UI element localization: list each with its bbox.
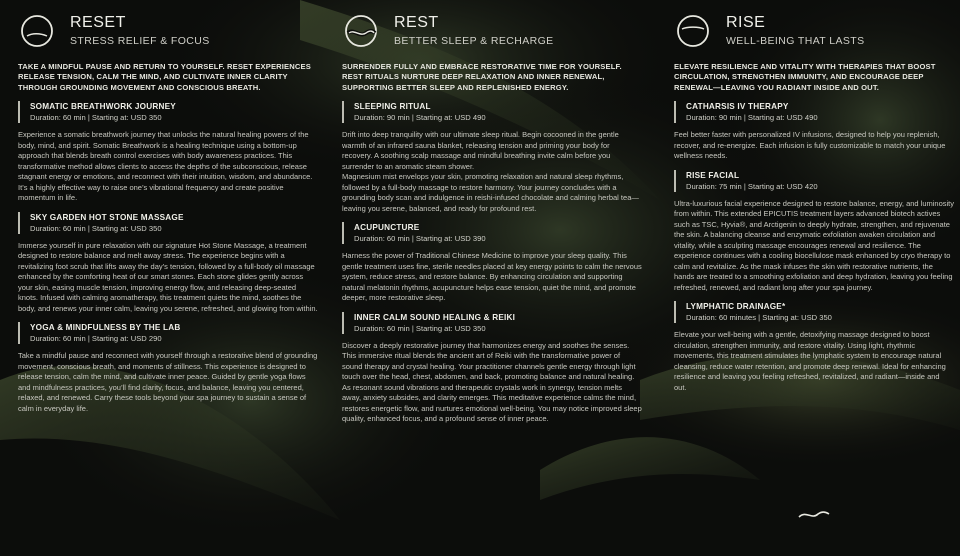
column-header	[18, 0, 318, 58]
service-description: Discover a deeply restorative journey that harmonizes energy and soothes the senses. This immersive ritual blends the ancient art of Reiki with the transformative power of sound therapy and crystal healing. Your practitioner channels gentle energy through light touch over the head, chest, abdomen, and back, promoting balance and natural healing. As resonant sound vibrations and therapeutic crystals work in synergy, tension melts away, anxiety subsides, and clarity emerges. This meditative experience calms the mind, restores energetic flow, and nurtures emotional well-being. You may notice improved sleep quality, enhanced focus, and a profound sense of inner peace.	[342, 340, 642, 424]
column-header	[674, 0, 954, 58]
service-meta: Duration: 60 min | Starting at: USD 350	[354, 323, 486, 333]
service-description: Immerse yourself in pure relaxation with our signature Hot Stone Massage, a treatment designed to restore balance and melt away stress. The experience begins with a revitalizing foot scrub that lifts away the day’s tension, followed by a full-body oil massage enhanced by the comforting heat of our smart stones. Each stone glides gently across your skin, easing muscle tension, improving energy flow, and releasing deep-seated knots. Infused with calming aromatherapy, this treatment quiets the mind, soothes the body, and renews your inner calm, leaving you serene, refreshed, and glowing from within.	[18, 240, 318, 313]
service-item	[18, 322, 318, 414]
service-description: Feel better faster with personalized IV infusions, designed to help you replenish, recover, and re-energize. Each infusion is fully customizable to match your unique wellness needs.	[674, 130, 946, 161]
column-rise	[674, 0, 954, 393]
service-name: SOMATIC BREATHWORK JOURNEY	[30, 102, 176, 112]
service-item	[18, 212, 318, 315]
service-item	[342, 222, 642, 304]
service-description: Experience a somatic breathwork journey that unlocks the natural healing powers of the body, mind, and spirit. Somatic Breathwork is a healing technique using a bottom-up approach that blends breath control exercises with body awareness practices. This transformative method allows clients to access the depths of the subconscious, release stagnant energy or emotions, and reconnect with their intuition, wisdom, and abundance. It’s a highly effective way to raise one’s vibrational frequency and create positive momentum in life.	[18, 130, 313, 203]
rest-logo-icon	[342, 12, 380, 50]
rise-logo-icon	[674, 12, 712, 50]
service-name: YOGA & MINDFULNESS BY THE LAB	[30, 323, 181, 333]
service-item	[342, 101, 642, 214]
service-description: Magnesium mist envelops your skin, promoting relaxation and natural sleep rhythms, followed by a full-body massage to restore harmony. Your journey concludes with a grounding body scan and indulgence in reishi-infused chocolate and calming herbal tea—leaving you serene, balanced, and ready for profound rest.	[342, 172, 639, 213]
service-item	[18, 101, 318, 204]
service-name: INNER CALM SOUND HEALING & REIKI	[354, 312, 516, 322]
service-meta: Duration: 75 min | Starting at: USD 420	[686, 181, 818, 191]
service-meta: Duration: 90 min | Starting at: USD 490	[354, 113, 486, 123]
column-subtitle: WELL-BEING THAT LASTS	[726, 35, 865, 47]
service-meta: Duration: 60 min | Starting at: USD 290	[30, 334, 162, 344]
service-item	[674, 170, 954, 294]
service-description: Harness the power of Traditional Chinese Medicine to improve your sleep quality. This gentle treatment uses fine, sterile needles placed at key energy points to calm the nervous system, reduce stress, and restore balance. By enhancing circulation and supporting natural melatonin rhythms, acupuncture helps ease tension, quiet the mind, and promote deeper, more restorative sleep.	[342, 251, 642, 303]
column-intro: TAKE A MINDFUL PAUSE AND RETURN TO YOURSELF. RESET EXPERIENCES RELEASE TENSION, CALM THE MIND, AND CULTIVATE INNER CLARITY THROUGH GROUNDING MOVEMENT AND CONSCIOUS BREATH.	[18, 62, 311, 92]
column-subtitle: STRESS RELIEF & FOCUS	[70, 35, 210, 47]
column-intro: ELEVATE RESILIENCE AND VITALITY WITH THERAPIES THAT BOOST CIRCULATION, STRENGTHEN IMMUNITY, AND ENCOURAGE DEEP RENEWAL—LEAVING YOU RADIANT INSIDE AND OUT.	[674, 62, 936, 92]
service-meta: Duration: 60 min | Starting at: USD 390	[354, 234, 486, 244]
service-meta: Duration: 60 min | Starting at: USD 350	[30, 223, 162, 233]
column-intro: SURRENDER FULLY AND EMBRACE RESTORATIVE TIME FOR YOURSELF. REST RITUALS NURTURE DEEP RELAXATION AND INNER RENEWAL, SUPPORTING BETTER SLEEP AND REPLENISHED ENERGY.	[342, 62, 622, 92]
service-meta: Duration: 60 min | Starting at: USD 350	[30, 113, 162, 123]
service-name: LYMPHATIC DRAINAGE*	[686, 302, 786, 312]
service-meta: Duration: 90 min | Starting at: USD 490	[686, 113, 818, 123]
wave-brand-icon	[798, 508, 830, 522]
reset-logo-icon	[18, 12, 56, 50]
service-description: Take a mindful pause and reconnect with yourself through a restorative blend of grounding movement, conscious breath, and moments of stillness. This experience is designed to release tension, calm the mind, and cultivate inner peace. Guided by gentle yoga flows and mindfulness practices, you’ll find clarity, focus, and balance, leaving you centered, relaxed, and renewed. Carry these tools beyond your spa journey to sustain a sense of calm in everyday life.	[18, 351, 318, 413]
column-subtitle: BETTER SLEEP & RECHARGE	[394, 35, 554, 47]
column-header	[342, 0, 642, 58]
service-name: RISE FACIAL	[686, 170, 740, 180]
service-name: CATHARSIS IV THERAPY	[686, 102, 789, 112]
service-meta: Duration: 60 minutes | Starting at: USD 350	[686, 313, 832, 323]
service-description: Drift into deep tranquility with our ultimate sleep ritual. Begin cocooned in the gentle warmth of an infrared sauna blanket, releasing tension and priming your body for recovery. A soothing scalp massage and mindful breathing invite calm before you surrender to an aromatic steam shower.	[342, 130, 619, 171]
service-name: ACUPUNCTURE	[354, 223, 420, 233]
service-item	[674, 101, 954, 162]
service-item	[674, 301, 954, 393]
column-title: REST	[394, 14, 439, 31]
column-title: RESET	[70, 14, 126, 31]
service-description: Ultra-luxurious facial experience designed to restore balance, energy, and luminosity from within. This extended EPICUTIS treatment layers advanced biotech actives such as TSC, Hyvia®, and Arctigenin to deeply hydrate, strengthen, and rejuvenate the skin. A balancing cleanse and enzymatic exfoliation awaken circulation and vitality, while a sculpting massage encourages renewal and resilience. The experience continues with a cooling biocellulose mask enhanced by cryo therapy to calm and revitalize. As the mask infuses the skin with restorative nutrients, the hands are treated to a smoothing exfoliation and deep hydration, leaving you feeling refreshed, renewed, and radiant long after your spa journey.	[674, 198, 955, 292]
column-rest	[342, 0, 642, 425]
service-description: Elevate your well-being with a gentle, detoxifying massage designed to boost circulation, strengthen immunity, and restore vitality. Using light, rhythmic movements, this treatment stimulates the lymphatic system to encourage natural cleansing, reduce water retention, and promote deep renewal. Ideal for enhancing resilience and leaving you feeling refreshed, revitalized, and radiant—inside and out.	[674, 330, 946, 392]
service-name: SKY GARDEN HOT STONE MASSAGE	[30, 212, 184, 222]
column-title: RISE	[726, 14, 766, 31]
service-item	[342, 312, 642, 425]
service-name: SLEEPING RITUAL	[354, 102, 431, 112]
column-reset	[18, 0, 318, 414]
